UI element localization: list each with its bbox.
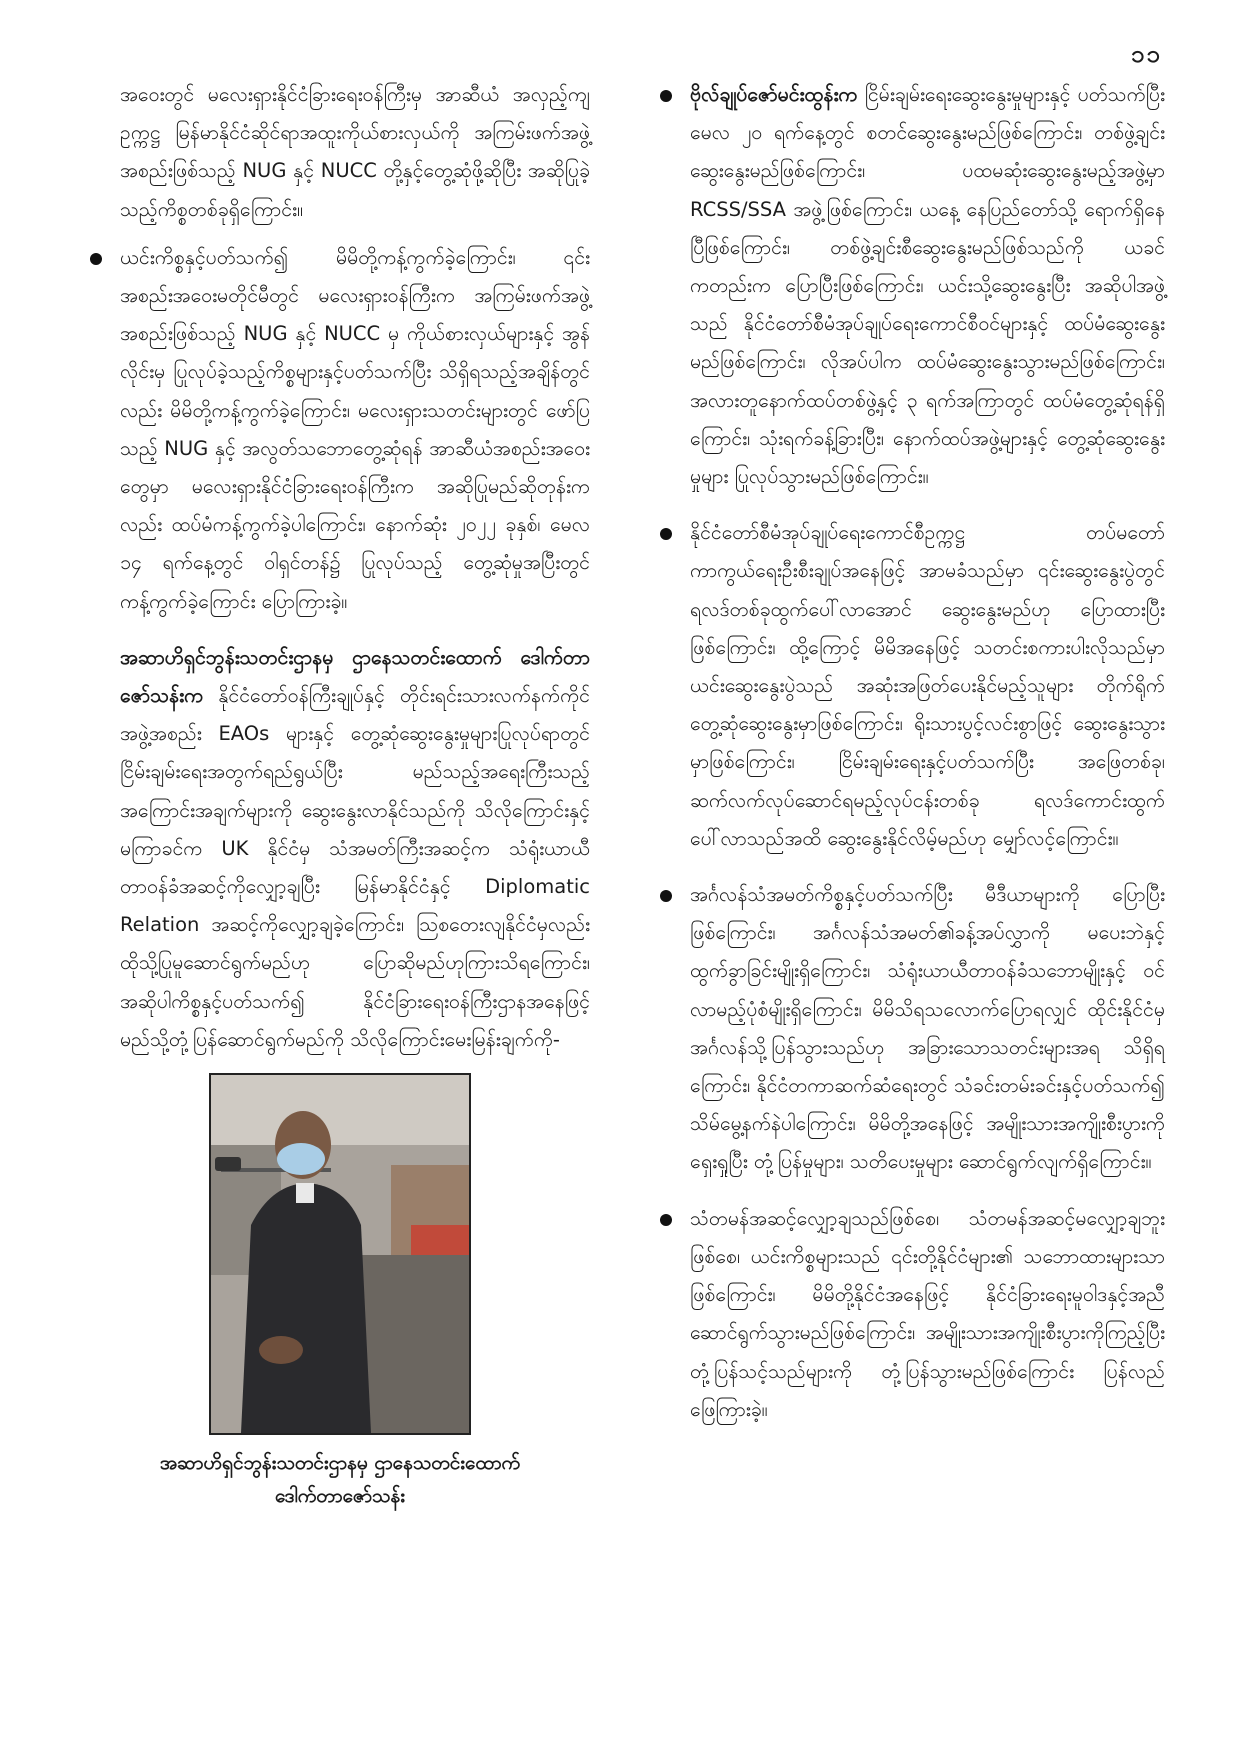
right-column: [660, 76, 1165, 1447]
bullet-dot-icon: [660, 90, 672, 102]
bullet-text: နိုင်ငံတော်စီမံအုပ်ချုပ်ရေးကောင်စီဥက္ကဋ္ဌ တပ်မတော်ကာကွယ်ရေးဦးစီးချုပ်အနေဖြင့် အာမခံသည်မှာ ၎င်းဆွေးနွေးပွဲတွင် ရလဒ်တစ်ခုထွက်ပေါ်လာအောင် ဆွေးနွေးမည်ဟု ပြောထားပြီးဖြစ်ကြောင်း၊ ထို့ကြောင့် မိမိအနေဖြင့် သတင်းစကားပါးလိုသည်မှာ ယင်းဆွေးနွေးပွဲသည် အဆုံးအဖြတ်ပေးနိုင်မည့်သူများ တိုက်ရိုက်တွေ့ဆုံဆွေးနွေးမှာဖြစ်ကြောင်း၊ ရိုးသားပွင့်လင်းစွာဖြင့် ဆွေးနွေးသွားမှာဖြစ်ကြောင်း၊ ငြိမ်းချမ်းရေးနှင့်ပတ်သက်ပြီး အဖြေတစ်ခု၊ ဆက်လက်လုပ်ဆောင်ရမည့်လုပ်ငန်းတစ်ခု ရလဒ်ကောင်းထွက်ပေါ်လာသည်အထိ ဆွေးနွေးနိုင်လိမ့်မည်ဟု မျှော်လင့်ကြောင်း။: [690, 521, 1165, 850]
photo-caption: [90, 1447, 590, 1513]
paragraph-question: [90, 639, 590, 1059]
bullet-item: [660, 1200, 1165, 1429]
photo-caption-line2: ဒေါက်တာဇော်သန်း: [274, 1485, 406, 1508]
bullet-text: သံတမန်အဆင့်လျှော့ချသည်ဖြစ်စေ၊ သံတမန်အဆင့်မလျှော့ချဘူးဖြစ်စေ၊ ယင်းကိစ္စများသည် ၎င်းတို့နိုင်ငံများ၏ သဘောထားများသာဖြစ်ကြောင်း၊ မိမိတို့နိုင်ငံအနေဖြင့် နိုင်ငံခြားရေးမူဝါဒနှင့်အညီ ဆောင်ရွက်သွားမည်ဖြစ်ကြောင်း၊ အမျိုးသားအကျိုးစီးပွားကိုကြည့်ပြီး တုံ့ပြန်သင့်သည်များကို တုံ့ပြန်သွားမည်ဖြစ်ကြောင်း ပြန်လည်ဖြေကြားခဲ့။: [690, 1206, 1165, 1421]
left-column: [90, 76, 590, 1513]
reporter-photo-illustration: [211, 1075, 469, 1433]
page-number: ၁၁: [1131, 40, 1162, 68]
bullet-text: အင်္ဂလန်သံအမတ်ကိစ္စနှင့်ပတ်သက်ပြီး မီဒီယာများကို ပြောပြီးဖြစ်ကြောင်း၊ အင်္ဂလန်သံအမတ်၏ခန့်အပ်လွှာကို မပေးဘဲနှင့်ထွက်ခွာခြင်းမျိုးရှိကြောင်း၊ သံရုံးယာယီတာဝန်ခံသဘောမျိုးနှင့် ဝင်လာမည့်ပုံစံမျိုးရှိကြောင်း၊ မိမိသိရသလောက်ပြောရလျှင် ထိုင်းနိုင်ငံမှ အင်္ဂလန်သို့ပြန်သွားသည်ဟု အခြားသောသတင်းများအရ သိရှိရကြောင်း၊ နိုင်ငံတကာဆက်ဆံရေးတွင် သံခင်းတမ်းခင်းနှင့်ပတ်သက်၍ သိမ်မွေ့နက်နဲပါကြောင်း၊ မိမိတို့အနေဖြင့် အမျိုးသားအကျိုးစီးပွားကိုရှေးရှုပြီး တုံ့ပြန်မှုများ၊ သတိပေးမှုများ ဆောင်ရွက်လျက်ရှိကြောင်း။: [690, 883, 1165, 1174]
bullet-item: [660, 876, 1165, 1182]
bullet-dot-icon: [660, 890, 672, 902]
paragraph-continued: အဝေးတွင် မလေးရှားနိုင်ငံခြားရေးဝန်ကြီးမှ အာဆီယံ အလှည့်ကျဥက္ကဋ္ဌ မြန်မာနိုင်ငံဆိုင်ရာအထူးကိုယ်စားလှယ်ကို အကြမ်းဖက်အဖွဲ့အစည်းဖြစ်သည့် NUG နှင့် NUCC တို့နှင့်တွေ့ဆုံဖို့ဆိုပြီး အဆိုပြုခဲ့သည့်ကိစ္စတစ်ခုရှိကြောင်း။: [120, 83, 590, 221]
bullet-text: ငြိမ်းချမ်းရေးဆွေးနွေးမှုများနှင့် ပတ်သက်ပြီး မေလ ၂၀ ရက်နေ့တွင် စတင်ဆွေးနွေးမည်ဖြစ်ကြောင်း၊ တစ်ဖွဲ့ချင်းဆွေးနွေးမည်ဖြစ်ကြောင်း၊ ပထမဆုံးဆွေးနွေးမည့်အဖွဲ့မှာ RCSS/SSA အဖွဲ့ဖြစ်ကြောင်း၊ ယနေ့ နေပြည်တော်သို့ ရောက်ရှိနေပြီဖြစ်ကြောင်း၊ တစ်ဖွဲ့ချင်းစီဆွေးနွေးမည်ဖြစ်သည်ကို ယခင်ကတည်းက ပြောပြီးဖြစ်ကြောင်း၊ ယင်းသို့ဆွေးနွေးပြီး အဆိုပါအဖွဲ့သည် နိုင်ငံတော်စီမံအုပ်ချုပ်ရေးကောင်စီဝင်များနှင့် ထပ်မံဆွေးနွေးမည်ဖြစ်ကြောင်း၊ လိုအပ်ပါက ထပ်မံဆွေးနွေးသွားမည်ဖြစ်ကြောင်း၊ အလားတူနောက်ထပ်တစ်ဖွဲ့နှင့် ၃ ရက်အကြာတွင် ထပ်မံတွေ့ဆုံရန်ရှိကြောင်း၊ သုံးရက်ခန့်ခြားပြီး၊ နောက်ထပ်အဖွဲ့များနှင့် တွေ့ဆုံဆွေးနွေးမှုများ ပြုလုပ်သွားမည်ဖြစ်ကြောင်း။: [690, 83, 1165, 489]
bullet-dot-icon: [660, 1214, 672, 1226]
bullet-dot-icon: [660, 528, 672, 540]
bullet-item: [660, 76, 1165, 496]
bullet-text: ယင်းကိစ္စနှင့်ပတ်သက်၍ မိမိတို့ကန့်ကွက်ခဲ့ကြောင်း၊ ၎င်းအစည်းအဝေးမတိုင်မီတွင် မလေးရှားဝန်ကြီးက အကြမ်းဖက်အဖွဲ့အစည်းဖြစ်သည့် NUG နှင့် NUCC မှ ကိုယ်စားလှယ်များနှင့် အွန်လိုင်းမှ ပြုလုပ်ခဲ့သည့်ကိစ္စများနှင့်ပတ်သက်ပြီး သိရှိရသည့်အချိန်တွင်လည်း မိမိတို့ကန့်ကွက်ခဲ့ကြောင်း၊ မလေးရှားသတင်းများတွင် ဖော်ပြသည့် NUG နှင့် အလွတ်သဘောတွေ့ဆုံရန် အာဆီယံအစည်းအဝေးတွေမှာ မလေးရှားနိုင်ငံခြားရေးဝန်ကြီးက အဆိုပြုမည်ဆိုတုန်းကလည်း ထပ်မံကန့်ကွက်ခဲ့ပါကြောင်း၊ နောက်ဆုံး ၂၀၂၂ ခုနှစ်၊ မေလ ၁၄ ရက်နေ့တွင် ဝါရှင်တန်၌ ပြုလုပ်သည့် တွေ့ဆုံမှုအပြီးတွင် ကန့်ကွက်ခဲ့ကြောင်း ပြောကြားခဲ့။: [120, 245, 590, 613]
photo-caption-line1: အဆာဟိရှင်ဘွန်းသတင်းဌာနမှ ဌာနေသတင်းထောက်: [159, 1452, 521, 1475]
speaker-name: ဗိုလ်ချုပ်ဇော်မင်းထွန်းက: [690, 83, 858, 106]
photo-figure: [90, 1073, 590, 1513]
reporter-photo: [209, 1073, 471, 1435]
question-text: နိုင်ငံတော်ဝန်ကြီးချုပ်နှင့် တိုင်းရင်းသားလက်နက်ကိုင်အဖွဲ့အစည်း EAOs များနှင့် တွေ့ဆုံဆွေးနွေးမှုများပြုလုပ်ရာတွင် ငြိမ်းချမ်းရေးအတွက်ရည်ရွယ်ပြီး မည်သည့်အရေးကြီးသည့်အကြောင်းအချက်များကို ဆွေးနွေးလာနိုင်သည်ကို သိလိုကြောင်းနှင့် မကြာခင်က UK နိုင်ငံမှ သံအမတ်ကြီးအဆင့်က သံရုံးယာယီတာဝန်ခံအဆင့်ကိုလျှော့ချပြီး မြန်မာနိုင်ငံနှင့် Diplomatic Relation အဆင့်ကိုလျှော့ချခဲ့ကြောင်း၊ ဩစတေးလျနိုင်ငံမှလည်း ထိုသို့ပြုမူဆောင်ရွက်မည်ဟု ပြောဆိုမည်ဟုကြားသိရကြောင်း၊ အဆိုပါကိစ္စနှင့်ပတ်သက်၍ နိုင်ငံခြားရေးဝန်ကြီးဌာနအနေဖြင့် မည်သို့တုံ့ပြန်ဆောင်ရွက်မည်ကို သိလိုကြောင်းမေးမြန်းချက်ကို-: [120, 684, 590, 1051]
bullet-item: [90, 239, 590, 621]
reporter-name: အဆာဟိရှင်ဘွန်းသတင်းဌာနမှ ဌာနေသတင်းထောက် ဒေါက်တာဇော်သန်းက: [120, 645, 590, 708]
bullet-dot-icon: [90, 253, 102, 265]
bullet-item: [660, 514, 1165, 858]
